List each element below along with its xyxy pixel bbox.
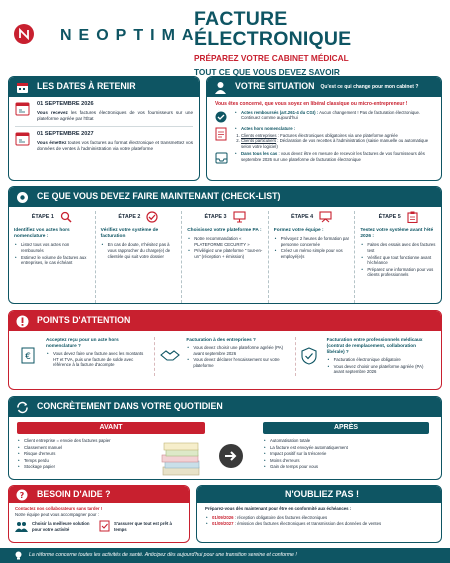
document-icon [215,127,229,149]
attention-item [15,337,155,376]
arrow-right-icon [219,444,243,468]
checklist-step [96,211,183,303]
magnifier-icon [60,211,72,225]
situation-panel [206,76,442,181]
attention-text: • Vous devez choisir une plateforme agréée (PA) avant septembre 2026 [186,345,289,356]
user-icon [213,80,227,94]
attention-text: • Vous devez faire une facture avec les montants HT et TVA, puis une facture de solde avec référence à la facture d'acompte [46,351,149,368]
help-header [9,486,189,503]
step-title: Identifiez vos actes hors nomenclature : [14,228,70,240]
shield-check-icon [301,337,321,376]
date-title: 01 SEPTEMBRE 2027 [37,131,94,138]
date-item [9,127,199,152]
situation-bullet: • Dans tous les cas : vous devez être en mesure de recevoir les factures de vos fournisseurs dès septembre 2026 sur une plateforme de facturation électronique [234,151,434,162]
reminder-header [197,486,441,503]
reminder-panel [196,485,442,543]
question-icon [15,488,29,502]
after-column [263,422,429,471]
attention-text: • Vous devez choisir une plateforme agréée (PA) avant septembre 2026 [327,364,430,375]
situation-sub-item: 2. Clients particuliers : Déclaration de vos recettes à l'administration (saisie manuelle ou automatique selon votre logiciel) [241,138,434,149]
team-icon [15,521,28,534]
check-icon [215,111,229,125]
step-label: ÉTAPE 4 [291,214,314,221]
step-item: • Créez un mémo simple pour vos employé(e)s [274,248,350,259]
situation-row [215,110,434,125]
step-title: Choisissez votre plateforme PA : [187,228,262,233]
before-item: • Stockage papier [17,464,159,470]
help-option: S'assurer que tout est prêt à temps [99,520,183,534]
attention-header [9,311,441,331]
attention-text: • Vous devez déclarer l'encaissement sur votre plateforme [186,357,289,368]
situation-row [215,151,434,166]
attention-panel [8,310,442,390]
date-text: Vous émettez toutes vos factures au format électronique et transmettez vos données de ventes à l'administration via votre plateforme [37,140,193,152]
checklist-step [355,211,441,303]
neoptima-logo-icon [14,24,34,44]
calendar-icon [15,80,29,94]
page-subtitle: PRÉPAREZ VOTRE CABINET MÉDICAL [194,53,349,63]
page-subtitle-2: TOUT CE QUE VOUS DEVEZ SAVOIR [194,67,340,78]
help-line-2: Notre équipe peut vous accompagner pour : [15,511,99,517]
svg-text:?: ? [19,490,25,500]
gear-icon [15,190,29,204]
attention-text: • Facturation électronique obligatoire [327,357,430,363]
situation-question: Qu'est ce qui change pour mon cabinet ? [320,83,419,90]
page-title: FACTURE ÉLECTRONIQUE [194,8,352,50]
before-item: • Temps perdu [17,458,159,464]
clipboard-icon [407,211,418,225]
svg-text:€: € [25,352,31,362]
reminder-intro: Préparez-vous dès maintenant pour être en conformité aux échéances : [205,506,352,511]
paper-stack-icon [159,437,205,480]
step-title: Testez votre système avant l'été 2026 : [360,228,434,240]
checklist-header [9,187,441,207]
after-item: • Impact positif sur la trésorerie [263,451,429,457]
check-circle-icon [146,211,158,225]
reminder-item: • 01/09/2027 : émission des factures électroniques et transmission des données de ventes [205,521,433,527]
calendar-icon [15,101,31,122]
step-label: ÉTAPE 2 [118,214,141,221]
brand-name: NEOPTIMA [60,27,201,44]
attention-heading: POINTS D'ATTENTION [37,315,131,326]
alert-icon [15,314,29,328]
checklist-heading: CE QUE VOUS DEVEZ FAIRE MAINTENANT (CHECK-LIST) [37,191,281,202]
reminder-item: • 01/09/2026 : réception obligatoire des factures électroniques [205,515,433,521]
step-label: ÉTAPE 3 [204,214,227,221]
after-item: • Moins d'erreurs [263,458,429,464]
reminder-heading: N'OUBLIEZ PAS ! [285,488,359,499]
step-item: • Prévoyez 2 heures de formation par personne concernée [274,236,350,247]
after-label: APRÈS [263,422,429,434]
before-item: • Classement manuel [17,445,159,451]
step-item: • Vérifiez que tout fonctionne avant l'échéance [360,255,436,266]
footer-banner [0,548,450,563]
invoice-euro-icon [20,337,40,376]
checklist-step [269,211,356,303]
checklist-step [9,211,96,303]
date-item [9,97,199,122]
attention-title: Facturation à des entreprises ? [186,337,256,342]
title-block [194,10,444,77]
presentation-board-icon [319,211,332,225]
situation-bullet: • Actes hors nomenclature : [234,126,434,132]
help-panel [8,485,190,543]
before-label: AVANT [17,422,205,434]
dates-panel [8,76,200,181]
concrete-panel [8,396,442,480]
after-item: • Automatisation totale [263,438,429,444]
step-item: • Faites des essais avec des factures test [360,242,436,253]
monitor-icon [233,211,246,225]
checklist-panel [8,186,442,304]
attention-title: Facturation entre professionnels médicaux (contrat de remplacement, collaboration libérale) ? [326,337,423,355]
date-text: Vous recevez les factures électroniques de vos fournisseurs sur une plateforme agréée par l'État [37,110,193,122]
calendar-icon [15,131,31,152]
step-title: Formez votre équipe : [273,228,324,233]
dates-header [9,77,199,97]
after-item: • La facture est envoyée automatiquement [263,445,429,451]
date-title: 01 SEPTEMBRE 2026 [37,101,94,107]
handshake-icon [160,337,180,376]
refresh-icon [15,400,29,414]
concrete-heading: CONCRÈTEMENT DANS VOTRE QUOTIDIEN [37,401,223,412]
situation-row [215,126,434,149]
step-item: • Privilégiez une plateforme " tout-en-un" (réception + émission) [187,248,263,259]
attention-item [296,337,435,376]
step-label: ÉTAPE 5 [378,214,401,221]
situation-bullet: • Actes remboursés (art.261-4 du CGI) : Aucun changement ! Pas de facturation électronique. Continuez comme aujourd'hui [234,110,434,121]
help-option: Choisir la meilleure solution pour votre activité [15,520,99,534]
step-item: • Listez tous vos actes non remboursés [14,242,90,253]
lightbulb-icon [14,551,23,560]
before-item: • Client entreprise = envoie des factures papier [17,438,159,444]
footer-text: La réforme concerne toutes les activités de santé. Anticipez dès aujourd'hui pour une transition sereine et conforme ! [29,552,297,559]
step-item: • Estimez le volume de factures aux entreprises, le cas échéant [14,255,90,266]
checklist-icon [99,520,110,534]
before-item: • Risque d'erreurs [17,451,159,457]
situation-intro: Vous êtes concerné, que vous soyez en libéral classique ou micro-entrepreneur ! [215,101,408,107]
step-label: ÉTAPE 1 [31,214,54,221]
situation-sub-item: 1. Clients entreprises : Factures électroniques obligatoires via une plateforme agréée [241,133,434,139]
step-title: Vérifiez votre système de facturation [100,228,159,240]
before-column [17,422,205,480]
help-line-1: Contactez nos collaborateurs sans tarder ! [15,506,103,511]
after-item: • Gain de temps pour vous [263,464,429,470]
step-item: • Notre recommandation « PLATEFORME CECURITY » [187,236,263,247]
attention-item [155,337,295,376]
help-heading: BESOIN D'AIDE ? [37,488,111,499]
concrete-header [9,397,441,417]
step-item: • Préparez une information pour vos clients professionnels [360,267,436,278]
situation-heading: VOTRE SITUATION [235,81,315,92]
checklist-step [182,211,269,303]
header [0,0,450,78]
step-item: • En cas de doute, n'hésitez pas à vous rapprocher du charge(e) de clientèle qui suit votre dossier [101,242,177,259]
situation-header [207,77,441,97]
dates-heading: LES DATES À RETENIR [37,81,136,92]
inbox-icon [215,152,229,166]
attention-title: Acceptez reçu pour un acte hors nomenclature ? [46,337,119,349]
